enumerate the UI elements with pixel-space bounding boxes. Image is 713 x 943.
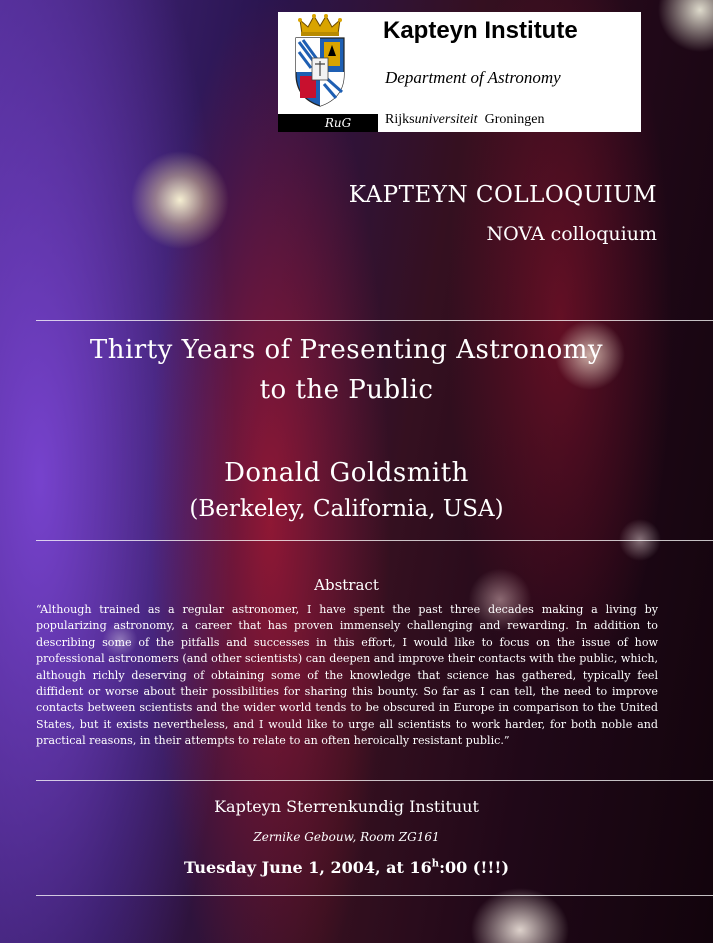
rug-tag: RuG [278,114,378,132]
institute-name: Kapteyn Institute [383,17,578,44]
talk-date [0,858,693,877]
date-suffix: :00 (!!!) [439,858,510,877]
university-crest-icon [290,12,350,112]
talk-title [0,330,693,410]
university-suffix: Groningen [484,112,545,127]
venue-room-text: Zernike Gebouw, Room ZG161 [253,830,440,844]
venue-room [0,830,693,844]
venue-institute: Kapteyn Sterrenkundig Instituut [214,797,479,816]
divider [36,895,713,896]
abstract-text: “Although trained as a regular astronomer, I have spent the past three decades making a living by popularizing astronomy, a career that has proven immensely challenging and rewarding. In addition to describing some of the pitfalls and successes in this effort, I would like to focus on the issue of how professional astronomers (and other scientists) can deepen and improve their contacts with the public, which, although richly deserving of obtaining some of the knowledge that science has gathered, typically feel diffident or worse about their possibilities for sharing this bounty. So far as I can tell, the need to improve contacts between scientists and the wider world tends to be obscured in Europe in comparison to the United States, but it exists nevertheless, and I would like to urge all scientists to work harder, for both noble and practical reasons, in their attempts to relate to an often heroically resistant public.” [36,603,658,748]
time-superscript: h [431,858,440,870]
talk-title-line2: to the Public [259,375,434,405]
colloquium-series: KAPTEYN COLLOQUIUM [348,182,657,208]
university-name [385,112,544,128]
divider [36,780,713,781]
university-prefix: Rijks [385,112,415,127]
divider [36,540,713,541]
date-prefix: Tuesday June 1, 2004, at 16 [183,858,432,877]
university-middle: universiteit [414,112,478,127]
department-name: Department of Astronomy [385,68,561,87]
institute-logo-banner [278,12,641,132]
speaker-name: Donald Goldsmith [224,458,469,488]
talk-title-line1: Thirty Years of Presenting Astronomy [89,335,604,365]
speaker-affiliation: (Berkeley, California, USA) [189,496,504,522]
colloquium-subseries: NOVA colloquium [486,223,657,245]
abstract-heading: Abstract [314,576,379,594]
divider [36,320,713,321]
